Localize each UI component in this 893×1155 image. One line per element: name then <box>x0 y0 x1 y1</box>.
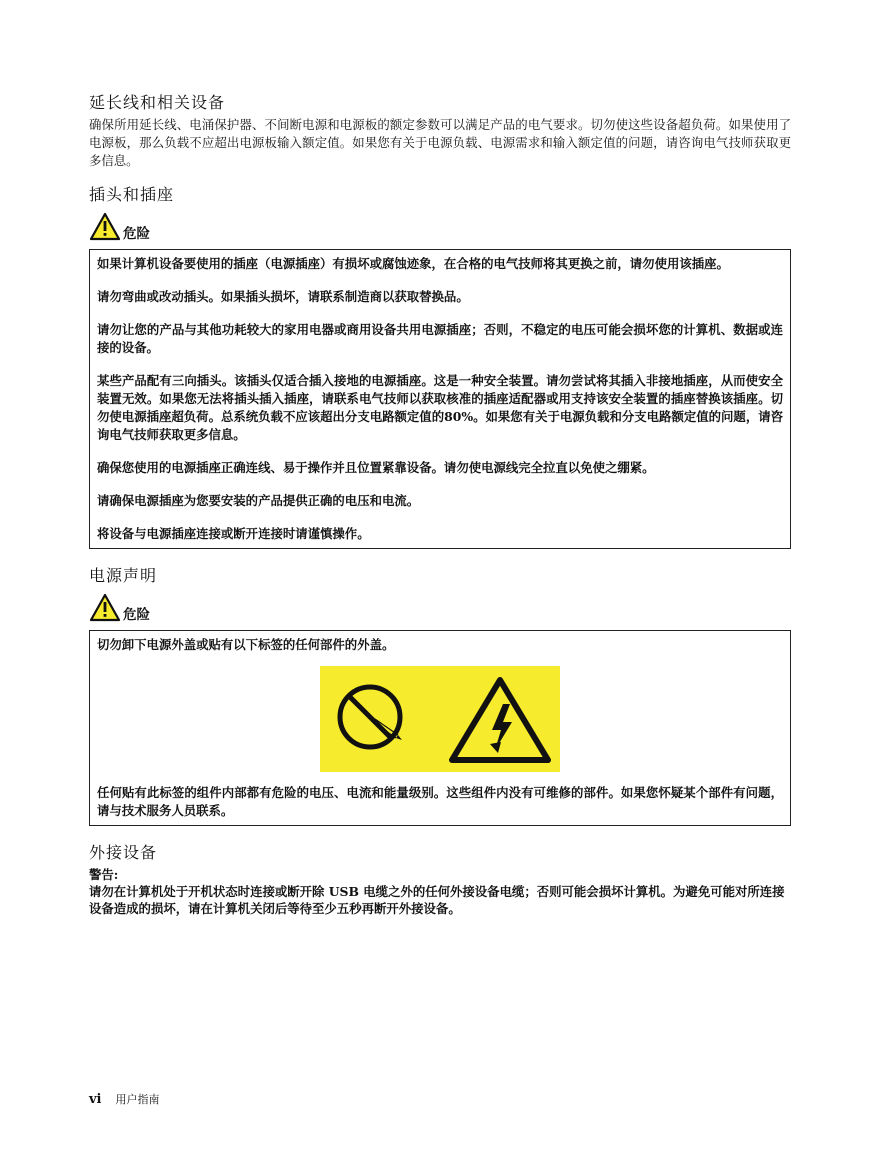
document-title: 用户指南 <box>115 1093 160 1106</box>
external-devices-warning: 请勿在计算机处于开机状态时连接或断开除 USB 电缆之外的任何外接设备电缆；否则可能会损坏计算机。为避免可能对所连接设备造成的损坏，请在计算机关闭后等待至少五秒再断开外接设备。 <box>89 884 785 916</box>
document-page <box>89 92 791 917</box>
warning-label: 警告: <box>89 867 119 882</box>
power-cover-warning: 切勿卸下电源外盖或贴有以下标签的任何部件的外盖。 <box>97 637 395 652</box>
heading-extension-cords: 延长线和相关设备 <box>89 93 226 112</box>
power-hazard-explanation: 任何贴有此标签的组件内部都有危险的电压、电流和能量级别。这些组件内没有可维修的部件。如果您怀疑某个部件有问题，请与技术服务人员联系。 <box>97 785 783 818</box>
heading-external-devices: 外接设备 <box>89 843 158 862</box>
danger-label: 危险 <box>123 226 150 242</box>
danger-notice <box>89 212 791 242</box>
power-danger-box <box>89 630 791 826</box>
heading-power-supply: 电源声明 <box>89 566 158 585</box>
danger-paragraph: 确保您使用的电源插座正确连线、易于操作并且位置紧靠设备。请勿使电源线完全拉直以免使之绷紧。 <box>97 460 655 475</box>
danger-paragraph: 请勿弯曲或改动插头。如果插头损坏，请联系制造商以获取替换品。 <box>97 289 469 304</box>
danger-paragraph: 请勿让您的产品与其他功耗较大的家用电器或商用设备共用电源插座；否则，不稳定的电压可能会损坏您的计算机、数据或连接的设备。 <box>97 322 783 355</box>
danger-paragraph: 请确保电源插座为您要安装的产品提供正确的电压和电流。 <box>97 493 420 508</box>
danger-label: 危险 <box>123 607 150 623</box>
heading-plugs-outlets: 插头和插座 <box>89 185 175 204</box>
plugs-danger-box <box>89 249 791 549</box>
hazard-label-image <box>320 666 560 772</box>
warning-triangle-icon <box>89 593 121 623</box>
page-number: vi <box>89 1092 102 1107</box>
danger-paragraph: 如果计算机设备要使用的插座（电源插座）有损坏或腐蚀迹象，在合格的电气技师将其更换之前，请勿使用该插座。 <box>97 256 729 271</box>
warning-triangle-icon <box>89 212 121 242</box>
danger-paragraph: 某些产品配有三向插头。该插头仅适合插入接地的电源插座。这是一种安全装置。请勿尝试将其插入非接地插座，从而使安全装置无效。如果您无法将插头插入插座，请联系电气技师以获取核准的插座适配器或用支持该安全装置的插座替换该插座。切勿使电源插座超负荷。总系统负载不应该超出分支电路额定值的80%。如果您有关于电源负载和分支电路额定值的问题，请咨询电气技师获取更多信息。 <box>97 373 783 442</box>
extension-cords-text: 确保所用延长线、电涌保护器、不间断电源和电源板的额定参数可以满足产品的电气要求。切勿使这些设备超负荷。如果使用了电源板，那么负载不应超出电源板输入额定值。如果您有关于电源负载、电源需求和输入额定值的问题，请咨询电气技师获取更多信息。 <box>89 117 791 168</box>
danger-notice <box>89 593 791 623</box>
danger-paragraph: 将设备与电源插座连接或断开连接时请谨慎操作。 <box>97 526 370 541</box>
page-footer <box>89 1091 160 1107</box>
